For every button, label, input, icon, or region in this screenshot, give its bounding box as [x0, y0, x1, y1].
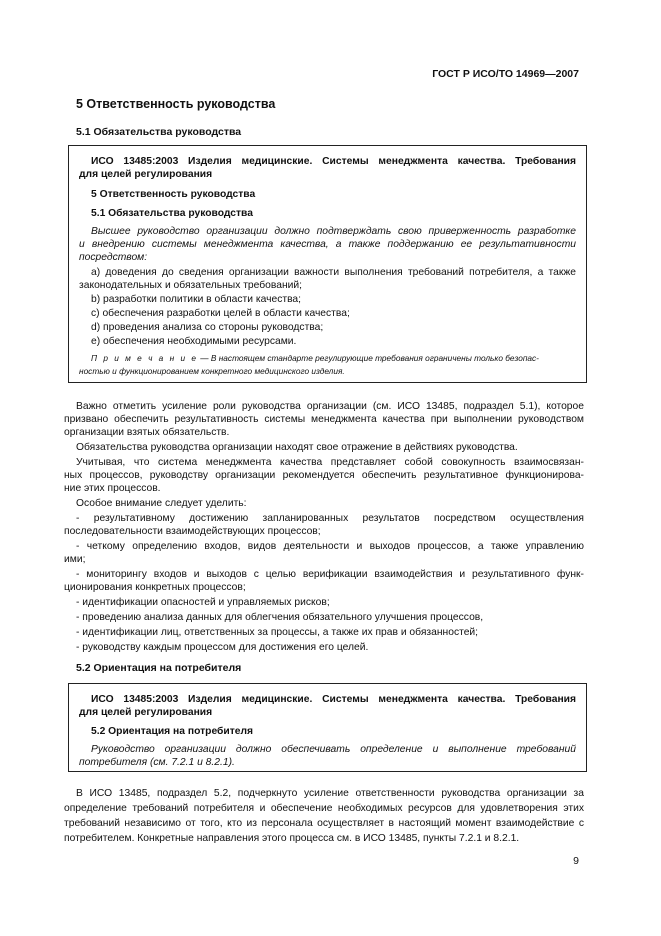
paragraph-line: призвано обеспечить результативность системы менеджмента качества при выполнении руководством: [64, 414, 584, 425]
note-text: — В настоящем стандарте регулирующие требования ограничены только безопас-: [198, 353, 539, 363]
list-item-e: e) обеспечения необходимыми ресурсами.: [91, 336, 297, 347]
requirement-text: и внедрению системы менеджмента качества, а также поддержанию ее результативности: [79, 239, 576, 250]
bullet-item-cont: последовательности взаимодействующих процессов;: [64, 526, 321, 537]
bullet-item-cont: ционирования конкретных процессов;: [64, 582, 246, 593]
subsection-title: 5.1 Обязательства руководства: [76, 126, 242, 138]
list-item-d: d) проведения анализа со стороны руководства;: [91, 322, 324, 333]
requirement-text: Высшее руководство организации должно подтверждать свою приверженность разработке: [91, 226, 576, 237]
quote-clause-title: 5 Ответственность руководства: [91, 189, 256, 200]
requirement-text: потребителя (см. 7.2.1 и 8.2.1).: [79, 757, 235, 768]
list-item-b: b) разработки политики в области качества;: [91, 294, 302, 305]
paragraph-line: требований независимо от того, кто из персонала осуществляет в настоящий момент взаимодействие с: [64, 818, 584, 829]
quote-box-5-1: [68, 145, 587, 383]
paragraph-line: Учитывая, что система менеджмента качества представляет собой совокупность взаимосвязан-: [76, 457, 584, 468]
bullet-item: - проведению анализа данных для облегчения обязательного улучшения процессов,: [76, 612, 484, 623]
list-item-c: c) обеспечения разработки целей в области качества;: [91, 308, 350, 319]
paragraph-line: потребителем. Конкретные направления этого процесса см. в ИСО 13485, пункты 7.2.1 и 8.2.1.: [64, 833, 520, 844]
paragraph-line: определение требований потребителя и обеспечение необходимых ресурсов для удовлетворения этих: [64, 803, 584, 814]
requirement-text: посредством:: [79, 252, 148, 263]
quote-reference-cont: для целей регулирования: [79, 169, 213, 180]
list-item-a: а) доведения до сведения организации важности выполнения требований потребителя, а также: [91, 267, 576, 278]
paragraph-line: Важно отметить усиление роли руководства организации (см. ИСО 13485, подраздел 5.1), которое: [76, 401, 584, 412]
note-label: П р и м е ч а н и е: [91, 353, 198, 363]
quote-subclause-title: 5.2 Ориентация на потребителя: [91, 726, 254, 737]
bullet-item: - четкому определению входов, видов деятельности и выходов процессов, а также управлению: [76, 541, 584, 552]
paragraph-line: Обязательства руководства организации находят свое отражение в действиях руководства.: [76, 442, 518, 453]
note-text-cont: ностью и функционированием конкретного медицинского изделия.: [79, 366, 345, 376]
paragraph-line: ние этих процессов.: [64, 483, 161, 494]
bullet-item: - идентификации лиц, ответственных за процессы, а также их прав и обязанностей;: [76, 627, 479, 638]
bullet-item: - руководству каждым процессом для достижения его целей.: [76, 642, 369, 653]
requirement-text: Руководство организации должно обеспечивать определение и выполнение требований: [91, 744, 576, 755]
quote-reference: ИСО 13485:2003 Изделия медицинские. Системы менеджмента качества. Требования: [91, 694, 576, 705]
quote-reference: ИСО 13485:2003 Изделия медицинские. Системы менеджмента качества. Требования: [91, 156, 576, 167]
quote-reference-cont: для целей регулирования: [79, 707, 213, 718]
paragraph-line: В ИСО 13485, подраздел 5.2, подчеркнуто усиление ответственности руководства организации за: [76, 788, 584, 799]
paragraph-line: организации взятых обязательств.: [64, 427, 230, 438]
list-item-a-cont: законодательных и обязательных требований;: [79, 280, 303, 291]
paragraph-line: Особое внимание следует уделить:: [76, 498, 247, 509]
bullet-item: - мониторингу входов и выходов с целью верификации взаимодействия и результативного функ-: [76, 569, 584, 580]
bullet-item: - результативному достижению запланированных результатов посредством осуществления: [76, 513, 584, 524]
page-number: 9: [573, 855, 579, 867]
quote-box-5-2: [68, 683, 587, 772]
bullet-item-cont: ими;: [64, 554, 86, 565]
note-line: [79, 352, 576, 365]
subsection-title: 5.2 Ориентация на потребителя: [76, 662, 242, 674]
paragraph-line: ных процессов, руководству организации рекомендуется обеспечить результативное функционирова-: [64, 470, 584, 481]
bullet-item: - идентификации опасностей и управляемых рисков;: [76, 597, 330, 608]
quote-subclause-title: 5.1 Обязательства руководства: [91, 208, 253, 219]
section-title: 5 Ответственность руководства: [76, 97, 276, 111]
standard-header: ГОСТ Р ИСО/ТО 14969—2007: [432, 68, 579, 80]
